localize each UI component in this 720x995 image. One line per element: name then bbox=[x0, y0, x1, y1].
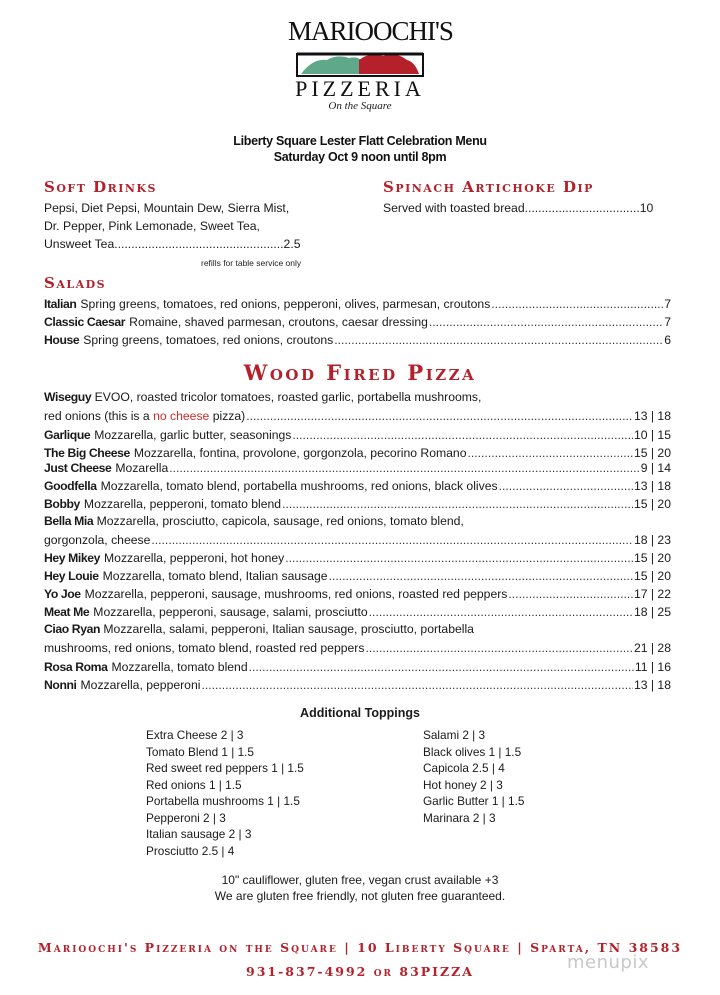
soft-drinks-line-2: Dr. Pepper, Pink Lemonade, Sweet Tea, bbox=[44, 219, 260, 233]
topping-item: Portabella mushrooms 1 | 1.5 bbox=[146, 794, 300, 808]
topping-item: Red sweet red peppers 1 | 1.5 bbox=[146, 761, 304, 775]
item-price: 15 | 20 bbox=[633, 569, 671, 583]
bella-mia-line-1 bbox=[44, 513, 464, 530]
menu-item bbox=[44, 295, 671, 313]
menu-item bbox=[44, 477, 671, 495]
topping-item: Salami 2 | 3 bbox=[423, 728, 486, 742]
no-cheese-highlight: no cheese bbox=[153, 409, 210, 423]
soft-drinks-line-3: Unsweet Tea..................................................2.5 bbox=[44, 237, 301, 251]
topping-item: Hot honey 2 | 3 bbox=[423, 777, 503, 792]
item-price: 18 | 25 bbox=[633, 605, 671, 619]
topping-item: Capicola 2.5 | 4 bbox=[423, 761, 505, 775]
leader-dots bbox=[169, 459, 639, 477]
item-desc bbox=[44, 407, 245, 425]
menu-item bbox=[44, 603, 671, 621]
leader-dots bbox=[334, 331, 663, 349]
topping-item: Black olives 1 | 1.5 bbox=[423, 744, 522, 759]
leader-dots bbox=[151, 531, 633, 549]
toppings-title: Additional Toppings bbox=[300, 706, 420, 720]
leader-dots bbox=[249, 658, 634, 676]
leader-dots bbox=[365, 639, 632, 657]
event-date: Saturday Oct 9 noon until 8pm bbox=[273, 150, 447, 164]
gluten-free-note: We are gluten free friendly, not gluten free guaranteed. bbox=[214, 889, 506, 903]
desc-part: red onions (this is a bbox=[44, 409, 154, 423]
desc-part: pizza) bbox=[209, 409, 246, 423]
item-price: 21 | 28 bbox=[633, 641, 671, 655]
item-desc: Mozzarella, pepperoni, sausage, salami, prosciutto bbox=[93, 605, 368, 619]
section-title-soft-drinks: Soft Drinks bbox=[44, 178, 157, 196]
event-title: Liberty Square Lester Flatt Celebration Menu bbox=[233, 134, 487, 148]
item-desc: Romaine, shaved parmesan, croutons, caesar dressing bbox=[129, 315, 428, 329]
leader-dots bbox=[429, 313, 663, 331]
logo-tagline: On the Square bbox=[328, 100, 392, 112]
leader-dots bbox=[285, 549, 633, 567]
topping-item: Italian sausage 2 | 3 bbox=[146, 827, 252, 841]
refills-note: refills for table service only bbox=[201, 258, 302, 268]
item-price: 13 | 18 bbox=[633, 479, 671, 493]
section-title-dip: Spinach Artichoke Dip bbox=[383, 178, 594, 196]
item-name: Hey Mikey bbox=[44, 551, 101, 565]
menu-item bbox=[44, 639, 671, 657]
item-name: Rosa Roma bbox=[44, 660, 108, 674]
item-desc: Mozzarella, prosciutto, capicola, sausage, red onions, tomato blend, bbox=[96, 514, 464, 528]
item-price: 7 bbox=[664, 315, 671, 329]
toppings-left-column bbox=[146, 727, 304, 859]
item-name: Nonni bbox=[44, 678, 77, 692]
item-desc: Mozzarella, tomato blend, Italian sausage bbox=[102, 569, 328, 583]
watermark: menupix bbox=[567, 952, 650, 973]
dip-line: Served with toasted bread..................................10 bbox=[383, 201, 654, 215]
item-name: Hey Louie bbox=[44, 569, 99, 583]
item-desc: Mozzarella, tomato blend, portabella mushrooms, red onions, black olives bbox=[100, 479, 498, 493]
menu-item bbox=[44, 331, 671, 349]
item-price: 13 | 18 bbox=[633, 678, 671, 692]
crust-note: 10" cauliflower, gluten free, vegan crust available +3 bbox=[221, 873, 499, 887]
item-desc: Spring greens, tomatoes, red onions, pepperoni, olives, parmesan, croutons bbox=[80, 297, 491, 311]
menu-item bbox=[44, 658, 671, 676]
item-name: Yo Joe bbox=[44, 587, 81, 601]
item-price: 9 | 14 bbox=[640, 461, 671, 475]
logo bbox=[288, 16, 453, 126]
topping-item: Tomato Blend 1 | 1.5 bbox=[146, 744, 254, 759]
item-price: 10 | 15 bbox=[633, 428, 671, 442]
item-price: 17 | 22 bbox=[633, 587, 671, 601]
topping-item: Prosciutto 2.5 | 4 bbox=[146, 843, 235, 858]
item-name: Bobby bbox=[44, 497, 80, 511]
item-name: Classic Caesar bbox=[44, 315, 126, 329]
item-desc: gorgonzola, cheese bbox=[44, 533, 151, 547]
item-desc: Mozzarella, pepperoni, tomato blend bbox=[83, 497, 282, 511]
menu-item bbox=[44, 549, 671, 567]
item-desc: Mozzarella, pepperoni, sausage, mushrooms, red onions, roasted red peppers bbox=[84, 587, 508, 601]
item-name: Wiseguy bbox=[44, 390, 92, 404]
menu-item bbox=[44, 676, 671, 694]
leader-dots bbox=[246, 407, 633, 425]
logo-name: MARIOOCHI'S bbox=[288, 16, 453, 46]
item-desc: Mozzarella, salami, pepperoni, Italian sausage, prosciutto, portabella bbox=[103, 622, 474, 636]
item-name: House bbox=[44, 333, 80, 347]
item-desc: Mozzarella, garlic butter, seasonings bbox=[94, 428, 292, 442]
item-desc: mushrooms, red onions, tomato blend, roasted red peppers bbox=[44, 641, 365, 655]
item-price: 13 | 18 bbox=[633, 409, 671, 423]
footer-phone: 931-837-4992 or 83PIZZA bbox=[246, 964, 474, 979]
item-name: Ciao Ryan bbox=[44, 622, 100, 636]
item-name: Goodfella bbox=[44, 479, 97, 493]
menu-item bbox=[44, 407, 671, 425]
item-desc: Mozzarella, tomato blend bbox=[111, 660, 248, 674]
item-desc: Mozzarella, fontina, provolone, gorgonzola, pecorino Romano bbox=[133, 446, 467, 460]
item-name: Meat Me bbox=[44, 605, 90, 619]
item-desc: Mozzarella, pepperoni, hot honey bbox=[104, 551, 285, 565]
item-price: 15 | 20 bbox=[633, 497, 671, 511]
topping-item: Pepperoni 2 | 3 bbox=[146, 810, 226, 825]
item-name: Garlique bbox=[44, 428, 91, 442]
section-title-pizza: Wood Fired Pizza bbox=[243, 360, 477, 385]
topping-item: Red onions 1 | 1.5 bbox=[146, 777, 242, 792]
item-name: Italian bbox=[44, 297, 77, 311]
item-price: 15 | 20 bbox=[633, 551, 671, 565]
item-name: The Big Cheese bbox=[44, 446, 130, 460]
menu-item bbox=[44, 585, 671, 603]
leader-dots bbox=[369, 603, 633, 621]
menu-item bbox=[44, 313, 671, 331]
topping-item: Marinara 2 | 3 bbox=[423, 810, 496, 825]
item-price: 15 | 20 bbox=[633, 446, 671, 460]
item-name: Bella Mia bbox=[44, 514, 94, 528]
item-price: 7 bbox=[664, 297, 671, 311]
item-desc: Spring greens, tomatoes, red onions, croutons bbox=[83, 333, 334, 347]
item-price: 18 | 23 bbox=[633, 533, 671, 547]
leader-dots bbox=[282, 495, 633, 513]
leader-dots bbox=[508, 585, 633, 603]
item-price: 6 bbox=[664, 333, 671, 347]
footer-address: Marioochi's Pizzeria on the Square | 10 Liberty Square | Sparta, TN 38583 bbox=[37, 940, 683, 955]
menu-item bbox=[44, 531, 671, 549]
leader-dots bbox=[292, 426, 633, 444]
menu-item bbox=[44, 426, 671, 444]
toppings-right-column bbox=[423, 727, 524, 826]
menu-item bbox=[44, 459, 671, 477]
menu-item bbox=[44, 567, 671, 585]
leader-dots bbox=[499, 477, 633, 495]
soft-drinks-line-1: Pepsi, Diet Pepsi, Mountain Dew, Sierra Mist, bbox=[44, 201, 290, 215]
logo-oven-mark bbox=[293, 46, 427, 78]
item-name: Just Cheese bbox=[44, 461, 112, 475]
section-title-salads: Salads bbox=[44, 274, 107, 292]
item-desc: Mozzarella, pepperoni bbox=[80, 678, 201, 692]
leader-dots bbox=[491, 295, 663, 313]
wiseguy-line-1 bbox=[44, 389, 481, 406]
item-desc: EVOO, roasted tricolor tomatoes, roasted garlic, portabella mushrooms, bbox=[94, 390, 482, 404]
leader-dots bbox=[201, 676, 632, 694]
ciao-ryan-line-1 bbox=[44, 621, 474, 638]
logo-word: PIZZERIA bbox=[295, 76, 425, 101]
topping-item: Garlic Butter 1 | 1.5 bbox=[423, 794, 525, 808]
leader-dots bbox=[329, 567, 633, 585]
item-desc: Mozarella bbox=[115, 461, 169, 475]
menu-item bbox=[44, 495, 671, 513]
topping-item: Extra Cheese 2 | 3 bbox=[146, 728, 244, 742]
item-price: 11 | 16 bbox=[634, 660, 671, 674]
